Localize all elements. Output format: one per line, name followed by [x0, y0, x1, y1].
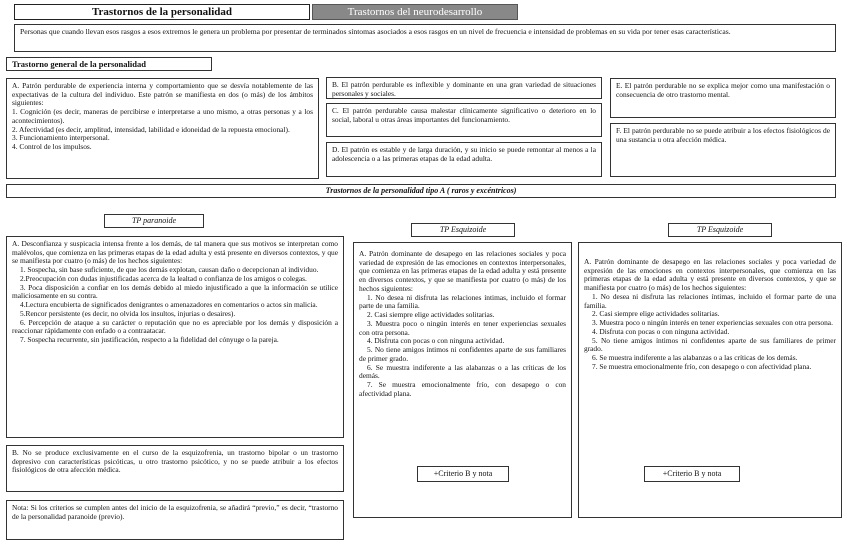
schizoid2-a-item: 6. Se muestra indiferente a las alabanzas o a las críticas de los demás.	[592, 353, 798, 363]
general-criterion-d: D. El patrón es estable y de larga duración, y su inicio se puede remontar al menos a la adolescencia o a las primeras etapas de la edad adulta.	[326, 142, 602, 177]
tab-neurodevelopment[interactable]: Trastornos del neurodesarrollo	[312, 4, 518, 20]
general-criterion-c: C. El patrón perdurable causa malestar clínicamente significativo o deterioro en lo social, laboral u otras áreas importantes del funcionamiento.	[326, 103, 602, 137]
tab-personality[interactable]: Trastornos de la personalidad	[14, 4, 310, 20]
schizoid-criterion-b-button[interactable]: +Criterio B y nota	[417, 466, 509, 482]
schizoid2-a-intro: A. Patrón dominante de desapego en las relaciones sociales y poca variedad de expresión de las emociones en contextos interpersonales, que comienza en las primeras etapas de la edad adulta y está presente en diversos contextos, y que se manifiesta por cuatro (o más) de los hechos siguientes:	[584, 257, 836, 293]
schizoid-a-item: 5. No tiene amigos íntimos ni confidentes aparte de sus familiares de primer grado.	[359, 345, 566, 363]
general-criterion-b: B. El patrón perdurable es inflexible y dominante en una gran variedad de situaciones personales y sociales.	[326, 77, 602, 99]
intro-text: Personas que cuando llevan esos rasgos a esos extremos le genera un problema por presentar de terminados síntomas asociados a esos rasgos en un nivel de frecuencia e intensidad de problemas en su vida por tener esas características.	[14, 24, 836, 52]
paranoid-a-intro: A. Desconfianza y suspicacia intensa frente a los demás, de tal manera que sus motivos se interpretan como malévolos, que comienza en las primeras etapas de la edad adulta y está presente en diversos contextos, y que se manifiesta por cuatro (o más) de los hechos siguientes:	[12, 239, 338, 266]
paranoid-a-item: 6. Percepción de ataque a su carácter o reputación que no es apreciable por los demás y disposición a reaccionar rápidamente con enfado o a contraatacar.	[12, 317, 338, 336]
paranoid-a-item: 3. Poca disposición a confiar en los demás debido al miedo injustificado a que la información se utilice maliciosamente en su contra.	[12, 282, 338, 301]
paranoid-note: Nota: Si los criterios se cumplen antes del inicio de la esquizofrenia, se añadirá “previo,” es decir, “trastorno de la personalidad paranoide (previo).	[6, 500, 344, 540]
schizoid-title: TP Esquizoide	[411, 223, 515, 237]
general-title: Trastorno general de la personalidad	[6, 57, 212, 71]
schizoid2-title: TP Esquizoide	[668, 223, 772, 237]
schizoid-a-item: 1. No desea ni disfruta las relaciones íntimas, incluido el formar parte de una familia.	[359, 292, 566, 311]
paranoid-criterion-a	[6, 236, 344, 438]
schizoid-a-item: 2. Casi siempre elige actividades solitarias.	[367, 310, 495, 320]
general-a-item: 4. Control de los impulsos.	[12, 142, 92, 152]
general-a-item: 1. Cognición (es decir, maneras de percibirse e interpretarse a uno mismo, a otras personas y a los acontecimientos).	[12, 107, 313, 125]
general-a-item: 2. Afectividad (es decir, amplitud, intensidad, labilidad e idoneidad de la repuesta emocional).	[12, 124, 290, 134]
schizoid2-a-item: 7. Se muestra emocionalmente frío, con desapego o con afectividad plana.	[592, 361, 812, 371]
paranoid-title: TP paranoide	[104, 214, 204, 228]
schizoid-a-intro: A. Patrón dominante de desapego en las relaciones sociales y poca variedad de expresión de las emociones en contextos interpersonales, que comienza en las primeras etapas de la edad adulta y está presente en diversos contextos, y que se manifiesta por cuatro (o más) de los hechos siguientes:	[359, 249, 566, 293]
schizoid-a-item: 4. Disfruta con pocas o con ninguna actividad.	[367, 336, 505, 346]
schizoid-a-item: 6. Se muestra indiferente a las alabanzas o a las críticas de los demás.	[359, 362, 566, 381]
general-criterion-e: E. El patrón perdurable no se explica mejor como una manifestación o consecuencia de otro trastorno mental.	[610, 78, 836, 118]
schizoid-a-item: 7. Se muestra emocionalmente frío, con desapego o con afectividad plana.	[359, 380, 566, 398]
schizoid2-a-item: 3. Muestra poco o ningún interés en tener experiencias sexuales con otra persona.	[592, 318, 833, 328]
general-criterion-a	[6, 78, 319, 179]
paranoid-a-item: 1. Sospecha, sin base suficiente, de que los demás explotan, causan daño o decepcionan al individuo.	[20, 265, 319, 275]
general-a-item: 3. Funcionamiento interpersonal.	[12, 133, 110, 143]
paranoid-a-item: 7. Sospecha recurrente, sin justificación, respecto a la fidelidad del cónyuge o la pareja.	[20, 335, 279, 345]
general-a-intro: A. Patrón perdurable de experiencia interna y comportamiento que se desvía notablemente de las expectativas de la cultura del individuo. Este patrón se manifiesta en dos (o más) de los ámbitos siguientes:	[12, 81, 313, 108]
paranoid-a-item: 5.Rencor persistente (es decir, no olvida los insultos, injurias o desaires).	[20, 308, 236, 318]
schizoid2-a-item: 4. Disfruta con pocas o con ninguna actividad.	[592, 326, 730, 336]
cluster-a-title: Trastornos de la personalidad tipo A ( raros y excéntricos)	[6, 184, 836, 198]
paranoid-a-item: 2.Preocupación con dudas injustificadas acerca de la lealtad o confianza de los amigos o colegas.	[20, 273, 307, 283]
general-criterion-f: F. El patrón perdurable no se puede atribuir a los efectos fisiológicos de una sustancia u otra afección médica.	[610, 123, 836, 177]
paranoid-a-item: 4.Lectura encubierta de significados denigrantes o amenazadores en comentarios o actos sin malicia.	[20, 300, 318, 310]
schizoid2-a-item: 5. No tiene amigos íntimos ni confidentes aparte de sus familiares de primer grado.	[584, 335, 836, 354]
schizoid2-criterion-b-button[interactable]: +Criterio B y nota	[644, 466, 740, 482]
schizoid2-a-item: 2. Casi siempre elige actividades solitarias.	[592, 309, 720, 319]
paranoid-criterion-b: B. No se produce exclusivamente en el curso de la esquizofrenia, un trastorno bipolar o un trastorno depresivo con características psicóticas, u otro trastorno psicótico, y no se puede atribuir a los efectos fisiológicos de otra afección médica.	[6, 445, 344, 492]
schizoid2-a-item: 1. No desea ni disfruta las relaciones íntimas, incluido el formar parte de una familia.	[584, 291, 836, 310]
schizoid-a-item: 3. Muestra poco o ningún interés en tener experiencias sexuales con otra persona.	[359, 318, 566, 337]
